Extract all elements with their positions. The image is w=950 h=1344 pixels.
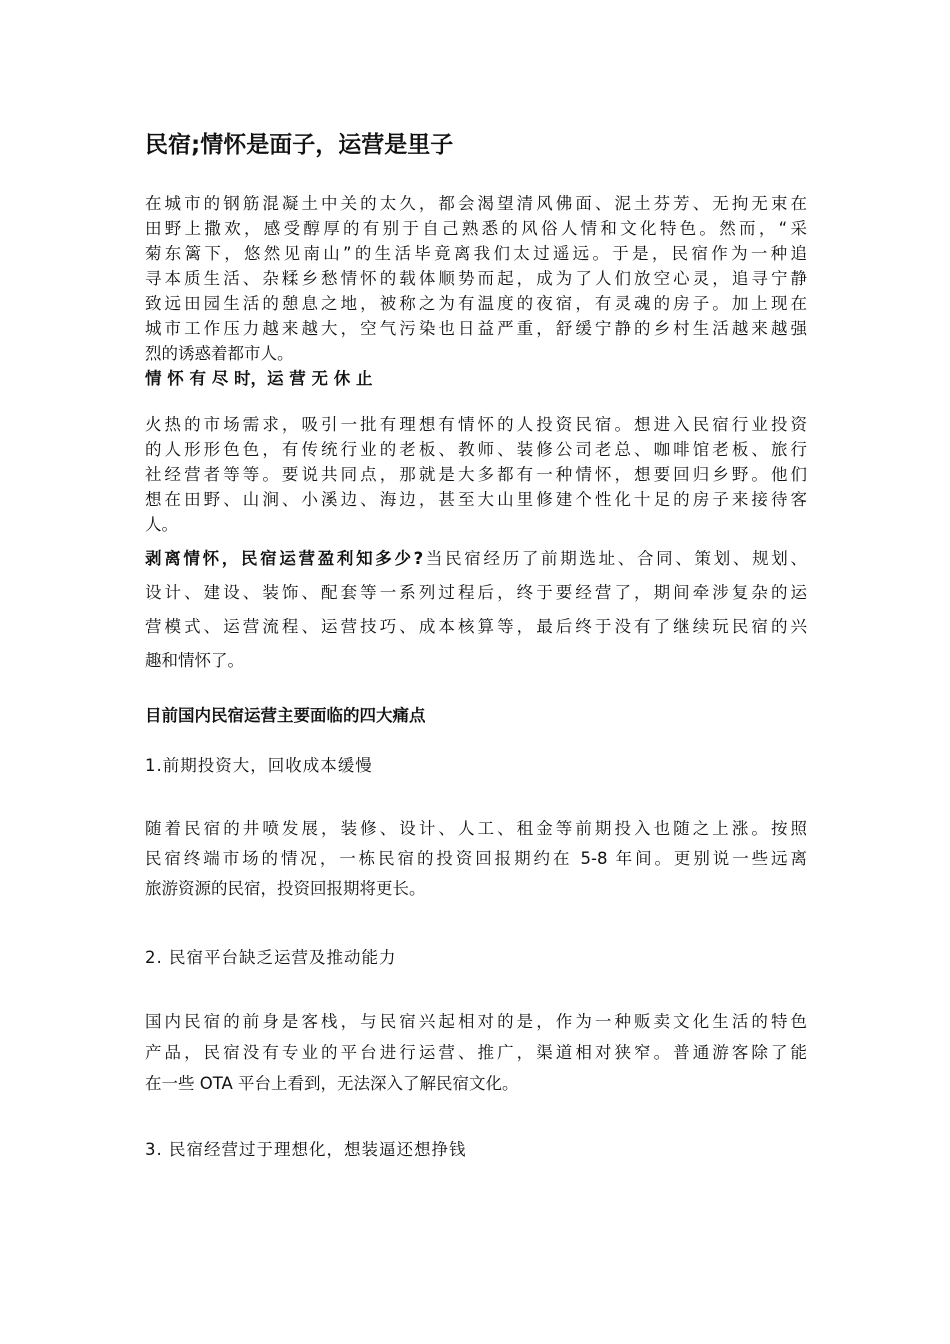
section-heading: 目前国内民宿运营主要面临的四大痛点	[145, 706, 426, 725]
text-line: 设计、建设、装饰、配套等一系列过程后，终于要经营了，期间牵涉复杂的运	[145, 583, 807, 602]
point-3-heading: 3. 民宿经营过于理想化，想装逼还想挣钱	[145, 1140, 467, 1159]
paragraph-market	[145, 412, 807, 537]
text-line: 想在田野、山涧、小溪边、海边，甚至大山里修建个性化十足的房子来接待客	[145, 490, 807, 509]
text-line: 随着民宿的井喷发展，装修、设计、人工、租金等前期投入也随之上涨。按照	[145, 819, 807, 838]
text-line: 当民宿经历了前期选址、合同、策划、规划、	[423, 549, 807, 568]
subheading: 情 怀 有 尽 时，运 营 无 休 止	[145, 369, 373, 388]
text-line: 社经营者等等。要说共同点，那就是大多都有一种情怀，想要回归乡野。他们	[145, 465, 807, 484]
text-line: 的人形形色色，有传统行业的老板、教师、装修公司老总、咖啡馆老板、旅行	[145, 440, 807, 459]
paragraph-intro	[145, 191, 807, 391]
text-line: 田野上撒欢，感受醇厚的有别于自己熟悉的风俗人情和文化特色。然而，“采	[145, 219, 807, 238]
bold-lead: 剥离情怀，民宿运营盈利知多少?	[145, 549, 424, 568]
text-line: 菊东篱下，悠然见南山”的生活毕竟离我们太过遥远。于是，民宿作为一种追	[145, 244, 807, 263]
text-line: 趣和情怀了。	[145, 651, 244, 670]
text-line: 民宿终端市场的情况，一栋民宿的投资回报期约在 5-8 年间。更别说一些远离	[145, 849, 807, 868]
text-line: 火热的市场需求，吸引一批有理想有情怀的人投资民宿。想进入民宿行业投资	[145, 415, 807, 434]
text-line: 在城市的钢筋混凝土中关的太久，都会渴望清风佛面、泥土芬芳、无拘无束在	[145, 194, 807, 213]
paragraph-profit	[145, 542, 807, 678]
text-line: 在一些 OTA 平台上看到，无法深入了解民宿文化。	[145, 1074, 519, 1093]
paragraph-point-1	[145, 814, 807, 904]
text-line: 致远田园生活的憩息之地，被称之为有温度的夜宿，有灵魂的房子。加上现在	[145, 294, 807, 313]
text-line: 营模式、运营流程、运营技巧、成本核算等，最后终于没有了继续玩民宿的兴	[145, 617, 807, 636]
text-line: 人。	[145, 515, 178, 534]
text-line: 国内民宿的前身是客栈，与民宿兴起相对的是，作为一种贩卖文化生活的特色	[145, 1012, 807, 1031]
text-line: 寻本质生活、杂糅乡愁情怀的载体顺势而起，成为了人们放空心灵，追寻宁静	[145, 269, 807, 288]
text-line: 产品，民宿没有专业的平台进行运营、推广，渠道相对狭窄。普通游客除了能	[145, 1043, 807, 1062]
point-2-heading: 2. 民宿平台缺乏运营及推动能力	[145, 948, 397, 967]
text-line: 烈的诱惑着都市人。	[145, 344, 294, 363]
paragraph-point-2	[145, 1006, 807, 1099]
text-line: 城市工作压力越来越大，空气污染也日益严重，舒缓宁静的乡村生活越来越强	[145, 319, 807, 338]
point-1-heading: 1.前期投资大，回收成本缓慢	[145, 756, 373, 775]
article-title: 民宿;情怀是面子，运营是里子	[145, 132, 454, 158]
text-line: 旅游资源的民宿，投资回报期将更长。	[145, 879, 426, 898]
